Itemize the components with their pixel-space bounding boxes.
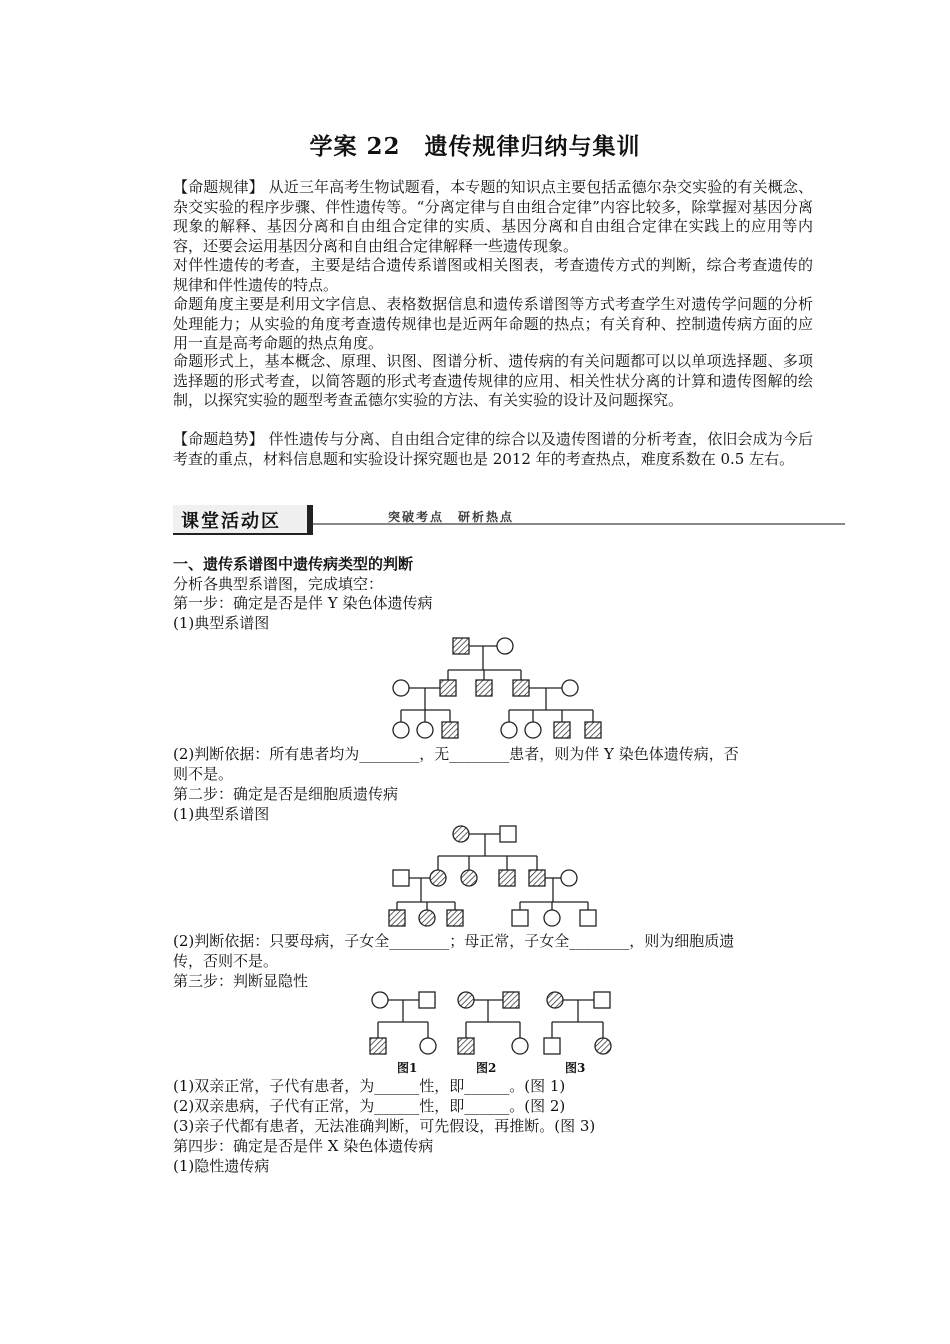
- step2-basis-line1: (2)判断依据：只要母病，子女全________；母正常，子女全________，则为细胞质遗: [173, 932, 735, 950]
- step2-figure-caption: (1)典型系谱图: [173, 805, 270, 823]
- step3-question-2: (2)双亲患病，子代有正常，为______性，即______。(图 2): [173, 1097, 566, 1115]
- paragraph-angle: 命题角度主要是利用文字信息、表格数据信息和遗传系谱图等方式考查学生对遗传学问题的分析处理能力；从实验的角度考查遗传规律也是近两年命题的热点；有关育种、控制遗传病方面的应用一直是高考命题的热点角度。: [173, 295, 813, 353]
- banner-subtitle: 突破考点 研析热点: [388, 510, 515, 524]
- pedigree-figure-1: [370, 992, 436, 1054]
- figure-3-label: 图3: [565, 1061, 586, 1075]
- section-banner: [173, 505, 845, 535]
- figure-1-label: 图1: [397, 1061, 418, 1075]
- pedigree-y-linked: [380, 630, 620, 745]
- step3-title: 第三步：判断显隐性: [173, 972, 309, 990]
- step2-basis-line2: 传，否则不是。: [173, 952, 279, 970]
- step4-subheading: (1)隐性遗传病: [173, 1157, 270, 1175]
- paragraph-trend: 【命题趋势】 伴性遗传与分离、自由组合定律的综合以及遗传图谱的分析考查，依旧会成为今后考查的重点，材料信息题和实验设计探究题也是 2012 年的考查热点，难度系数在 0.5 左右。: [173, 430, 813, 468]
- step1-title: 第一步：确定是否是伴 Y 染色体遗传病: [173, 594, 433, 612]
- step1-basis-line2: 则不是。: [173, 765, 234, 783]
- banner-title: 课堂活动区: [181, 511, 281, 532]
- figure-2-label: 图2: [476, 1061, 497, 1075]
- step3-question-3: (3)亲子代都有患者，无法准确判断，可先假设，再推断。(图 3): [173, 1117, 596, 1135]
- pedigree-dominance-set: [365, 988, 625, 1060]
- step1-figure-caption: (1)典型系谱图: [173, 614, 270, 632]
- pedigree-cytoplasmic: [385, 818, 605, 930]
- paragraph-form: 命题形式上，基本概念、原理、识图、图谱分析、遗传病的有关问题都可以以单项选择题、多项选择题的形式考查，以简答题的形式考查遗传规律的应用、相关性状分离的计算和遗传图解的绘制，以探究实验的题型考查孟德尔实验的方法、有关实验的设计及问题探究。: [173, 352, 813, 410]
- pedigree-figure-3: [544, 992, 611, 1054]
- step1-basis-line1: (2)判断依据：所有患者均为________，无________患者，则为伴 Y 染色体遗传病，否: [173, 745, 739, 763]
- section-lead: 分析各典型系谱图，完成填空：: [173, 575, 384, 593]
- section-heading: 一、遗传系谱图中遗传病类型的判断: [173, 555, 414, 573]
- pedigree-figure-2: [458, 992, 528, 1054]
- paragraph-sex-linked: 对伴性遗传的考查，主要是结合遗传系谱图或相关图表，考查遗传方式的判断，综合考查遗传的规律和伴性遗传的特点。: [173, 256, 813, 294]
- step4-title: 第四步：确定是否是伴 X 染色体遗传病: [173, 1137, 434, 1155]
- step3-question-1: (1)双亲正常，子代有患者，为______性，即______。(图 1): [173, 1077, 566, 1095]
- page-title: 学案 22 遗传规律归纳与集训: [309, 133, 641, 160]
- paragraph-rule: 【命题规律】 从近三年高考生物试题看，本专题的知识点主要包括孟德尔杂交实验的有关概念、杂交实验的程序步骤、伴性遗传等。“分离定律与自由组合定律”内容比较多，除掌握对基因分离现象的解释、基因分离和自由组合定律的实质、基因分离和自由组合定律在实践上的应用等内容，还要会运用基因分离和自由组合定律解释一些遗传现象。: [173, 178, 813, 255]
- step2-title: 第二步：确定是否是细胞质遗传病: [173, 785, 399, 803]
